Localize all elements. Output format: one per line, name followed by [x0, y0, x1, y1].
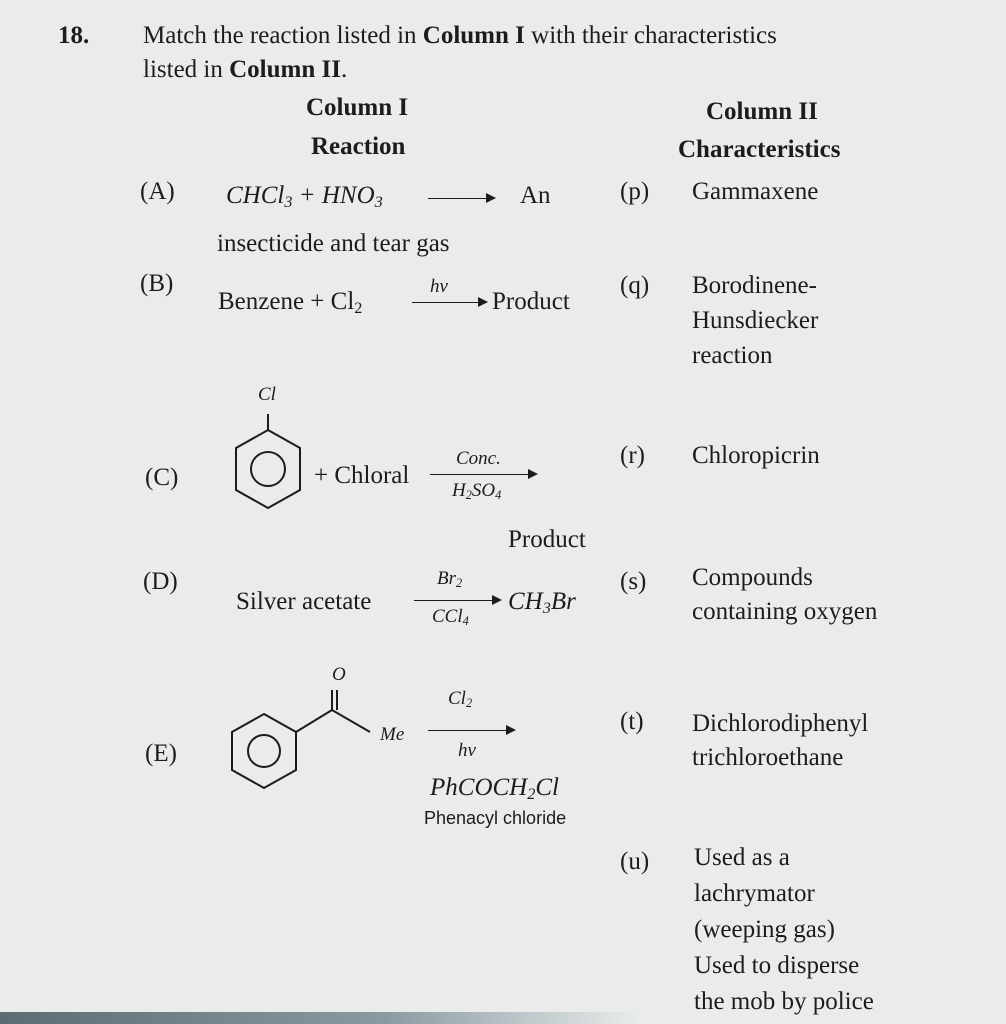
reaction-arrow [430, 474, 528, 475]
reagent-formula: + HNO [292, 182, 375, 209]
question-text-part: . [340, 56, 348, 83]
acetophenone-structure-icon [224, 686, 384, 806]
characteristic-q-label: (q) [620, 272, 650, 299]
reaction-b-product: Product [492, 288, 570, 315]
question-number: 18. [58, 22, 90, 49]
subscript: 4 [495, 488, 502, 503]
column1-subtitle: Reaction [311, 133, 406, 160]
characteristic-s-line: containing oxygen [692, 598, 878, 625]
reactant-formula: CHCl [226, 182, 285, 209]
characteristic-t-line: Dichlorodiphenyl [692, 710, 869, 737]
characteristic-q-line: Borodinene- [692, 272, 817, 299]
arrow-head [492, 595, 502, 605]
reaction-b-equation [218, 286, 362, 318]
characteristic-s-line: Compounds [692, 564, 813, 591]
reaction-c-label: (C) [145, 464, 179, 491]
subscript: 2 [527, 785, 536, 804]
reaction-a-product: An [520, 182, 551, 209]
reaction-arrow [412, 302, 478, 303]
subscript: 2 [456, 576, 463, 591]
column2-subtitle: Characteristics [678, 136, 841, 163]
formula-part: Br [550, 588, 576, 615]
subscript: 3 [284, 193, 293, 212]
reaction-arrow [428, 730, 506, 731]
carbonyl-oxygen: O [332, 664, 346, 685]
reaction-e-condition-top [448, 688, 472, 711]
formula-part: Cl [448, 688, 466, 709]
chlorine-substituent: Cl [258, 384, 276, 405]
characteristic-t-label: (t) [620, 708, 644, 735]
reaction-c-condition-top: Conc. [456, 448, 501, 469]
arrow-head [478, 297, 488, 307]
reaction-b-condition: hν [430, 276, 448, 297]
characteristic-u-line: (weeping gas) [694, 916, 835, 943]
reaction-c-reagent: + Chloral [314, 462, 410, 489]
reaction-d-reactant: Silver acetate [236, 588, 372, 615]
characteristic-t-line: trichloroethane [692, 744, 844, 771]
subscript: 3 [542, 599, 551, 618]
column-ii-ref: Column II [229, 56, 341, 83]
reaction-e-product [430, 772, 559, 804]
reactant-formula: Benzene + Cl [218, 288, 355, 315]
arrow-head [506, 725, 516, 735]
characteristic-u-line: lachrymator [694, 880, 815, 907]
reaction-a-equation [226, 180, 383, 212]
chlorobenzene-ring-icon [228, 408, 308, 518]
reaction-e-condition-bottom: hν [458, 740, 476, 761]
question-text-line2 [143, 54, 347, 85]
characteristic-r-text: Chloropicrin [692, 442, 820, 469]
formula-part: CH [508, 588, 543, 615]
characteristic-r-label: (r) [620, 442, 645, 469]
reaction-d-label: (D) [143, 568, 178, 595]
arrow-head [528, 469, 538, 479]
subscript: 2 [465, 696, 473, 711]
question-text-line1 [143, 20, 777, 51]
subscript: 4 [462, 614, 469, 629]
reaction-d-condition-bottom [432, 606, 469, 629]
subscript: 2 [465, 488, 472, 503]
reaction-arrow [414, 600, 492, 601]
characteristic-s-label: (s) [620, 568, 647, 595]
reaction-c-product: Product [508, 526, 586, 553]
reaction-c-condition-bottom [452, 480, 501, 503]
column-i-ref: Column I [422, 22, 525, 49]
page-edge-shadow [0, 1012, 640, 1024]
subscript: 2 [354, 299, 363, 318]
formula-part: Cl [535, 774, 559, 801]
characteristic-p-label: (p) [620, 178, 650, 205]
formula-part: CCl [432, 606, 463, 627]
column1-title: Column I [306, 94, 409, 121]
reaction-e-label: (E) [145, 740, 177, 767]
arrow-head [486, 193, 496, 203]
reaction-a-label: (A) [140, 178, 175, 205]
characteristic-u-label: (u) [620, 848, 650, 875]
reaction-d-condition-top [437, 568, 462, 591]
formula-part: Br [437, 568, 456, 589]
characteristic-q-line: reaction [692, 342, 773, 369]
characteristic-q-line: Hunsdiecker [692, 307, 819, 334]
characteristic-u-line: Used to disperse [694, 952, 860, 979]
formula-part: SO [471, 480, 496, 501]
reaction-a-continuation: insecticide and tear gas [217, 230, 450, 257]
reaction-d-product [508, 586, 576, 618]
reaction-arrow [428, 198, 486, 199]
question-text-part: listed in [143, 56, 230, 83]
characteristic-p-text: Gammaxene [692, 178, 819, 205]
formula-part: PhCOCH [430, 774, 528, 801]
column2-title: Column II [706, 98, 818, 125]
characteristic-u-line: Used as a [694, 844, 790, 871]
formula-part: H [452, 480, 466, 501]
question-text-part: Match the reaction listed in [143, 22, 423, 49]
characteristic-u-line: the mob by police [694, 988, 874, 1015]
methyl-group: Me [380, 724, 405, 745]
reaction-e-product-name: Phenacyl chloride [424, 808, 567, 828]
subscript: 3 [374, 193, 383, 212]
reaction-b-label: (B) [140, 270, 174, 297]
question-text-part: with their characteristics [524, 22, 777, 49]
